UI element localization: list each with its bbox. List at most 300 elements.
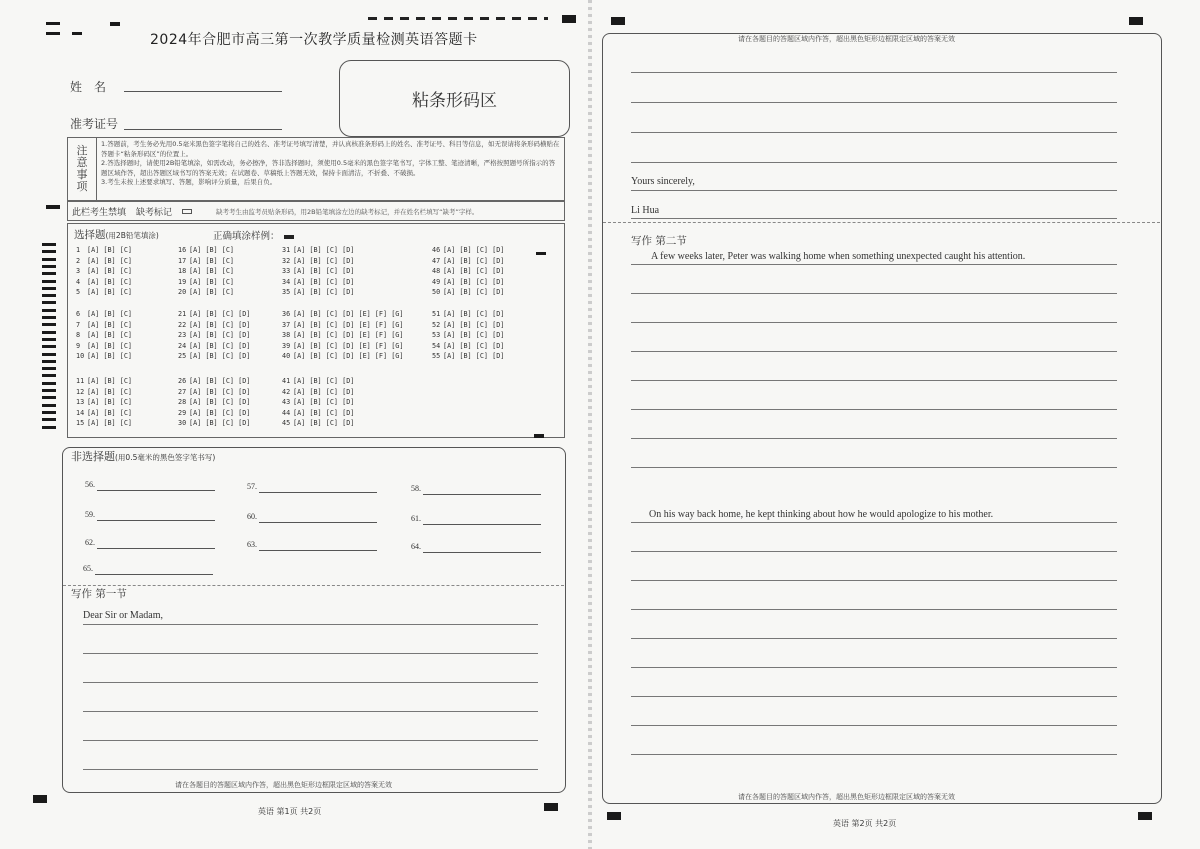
writing-line[interactable] xyxy=(83,653,538,654)
timing-mark xyxy=(42,367,56,370)
timing-mark xyxy=(42,287,56,290)
signature: Li Hua xyxy=(631,205,660,216)
question-51-options[interactable] xyxy=(432,310,504,318)
writing-line[interactable] xyxy=(631,438,1117,439)
question-number: 18 xyxy=(178,267,187,275)
question-15-options[interactable] xyxy=(76,419,132,427)
question-number: 31 xyxy=(282,246,291,254)
question-number: 7 xyxy=(76,320,81,329)
timing-mark xyxy=(42,272,56,275)
timing-mark xyxy=(42,243,56,246)
question-43-options[interactable] xyxy=(282,398,354,406)
question-choices[interactable]: [A] [B] [C] [D] xyxy=(443,310,505,318)
question-5-options[interactable] xyxy=(76,288,132,296)
writing-line[interactable] xyxy=(631,467,1117,468)
question-choices[interactable]: [A] [B] [C] [D] xyxy=(189,341,251,350)
writing-line[interactable] xyxy=(631,102,1117,103)
writing-line[interactable] xyxy=(631,696,1117,697)
question-45-options[interactable] xyxy=(282,419,354,427)
question-number: 29 xyxy=(178,408,187,417)
paragraph2-start: On his way back home, he kept thinking about how he would apologize to his mother. xyxy=(649,509,994,520)
question-choices[interactable]: [A] [B] [C] [D] xyxy=(443,246,505,254)
question-number: 6 xyxy=(76,310,81,318)
corner-mark xyxy=(611,17,625,25)
question-20-options[interactable] xyxy=(178,288,234,296)
writing-line[interactable] xyxy=(631,162,1117,163)
question-number: 25 xyxy=(178,352,187,360)
writing-line[interactable] xyxy=(631,754,1117,755)
fill-sample-label: 正确填涂样例： xyxy=(213,231,280,242)
question-number: 46 xyxy=(432,246,441,254)
name-label: 姓 名 xyxy=(70,80,107,94)
timing-mark xyxy=(42,404,56,407)
notice-heading xyxy=(68,138,97,200)
question-number: 11 xyxy=(76,377,85,385)
non-choice-section xyxy=(62,447,566,793)
question-number: 40 xyxy=(282,352,291,360)
question-number: 53 xyxy=(432,331,441,339)
question-choices[interactable]: [A] [B] [C] [D] [E] [F] [G] xyxy=(293,352,404,360)
question-22-options[interactable] xyxy=(178,321,250,329)
question-number: 14 xyxy=(76,408,85,417)
notice-heading-char: 注 xyxy=(76,144,88,157)
question-choices[interactable]: [A] [B] [C] [D] [E] [F] [G] xyxy=(293,341,404,350)
nonchoice-title-text: 非选择题 xyxy=(71,450,115,463)
question-4-options[interactable] xyxy=(76,278,132,286)
question-number: 1 xyxy=(76,246,81,254)
writing-line[interactable] xyxy=(83,769,538,770)
question-choices[interactable]: [A] [B] [C] [D] xyxy=(443,352,505,360)
question-number: 50 xyxy=(432,288,441,296)
section-divider xyxy=(63,585,564,586)
question-14-options[interactable] xyxy=(76,409,132,417)
writing-line[interactable] xyxy=(631,638,1117,639)
question-number: 15 xyxy=(76,419,85,427)
question-choices[interactable]: [A] [B] [C] [D] xyxy=(443,320,505,329)
question-42-options[interactable] xyxy=(282,388,354,396)
question-choices[interactable]: [A] [B] [C] [D] [E] [F] [G] xyxy=(293,310,404,318)
timing-mark xyxy=(42,331,56,334)
question-choices[interactable]: [A] [B] [C] [D] xyxy=(443,331,505,339)
timing-mark xyxy=(42,323,56,326)
notice-text xyxy=(97,138,564,200)
timing-mark xyxy=(42,374,56,377)
question-number: 37 xyxy=(282,320,291,329)
question-choices[interactable]: [A] [B] [C] [D] [E] [F] [G] xyxy=(293,320,404,329)
notice-item: 1.答题前，考生务必先用0.5毫米黑色签字笔将自己的姓名、准考证号填写清楚，并认真核准条形码上的姓名、准考证号、科目等信息，如无误请将条形码横贴在答题卡“粘条形码区”的位置上。 xyxy=(101,140,560,158)
question-21-options[interactable] xyxy=(178,310,250,318)
page2-top-note: 请在各题目的答题区域内作答，超出黑色矩形边框限定区域的答案无效 xyxy=(738,35,955,43)
timing-mark xyxy=(42,294,56,297)
blank-60-field[interactable] xyxy=(259,522,377,523)
timing-mark xyxy=(42,411,56,414)
question-choices[interactable]: [A] [B] [C] [D] xyxy=(293,408,355,417)
question-number: 52 xyxy=(432,320,441,329)
corner-mark xyxy=(33,795,47,803)
corner-mark xyxy=(46,32,60,35)
writing-line[interactable] xyxy=(631,409,1117,410)
question-number: 16 xyxy=(178,246,187,254)
question-number: 35 xyxy=(282,288,291,296)
question-number: 30 xyxy=(178,419,187,427)
question-choices[interactable]: [A] [B] [C] [D] xyxy=(293,246,355,254)
question-choices[interactable]: [A] [B] [C] xyxy=(87,267,133,275)
writing-line[interactable] xyxy=(631,132,1117,133)
timing-mark xyxy=(42,360,56,363)
writing-line[interactable] xyxy=(631,351,1117,352)
multiple-choice-section xyxy=(67,223,565,438)
blank-58-field[interactable] xyxy=(423,494,541,495)
question-choices[interactable]: [A] [B] [C] xyxy=(87,277,133,286)
question-48-options[interactable] xyxy=(432,267,504,275)
question-12-options[interactable] xyxy=(76,388,132,396)
timing-mark xyxy=(42,301,56,304)
fill-sample xyxy=(213,228,294,242)
blank-61-label: 61. xyxy=(411,514,421,523)
blank-56-field[interactable] xyxy=(97,490,215,491)
question-choices[interactable]: [A] [B] [C] xyxy=(87,256,133,265)
question-16-options[interactable] xyxy=(178,246,234,254)
question-choices[interactable]: [A] [B] [C] [D] xyxy=(443,277,505,286)
question-number: 24 xyxy=(178,341,187,350)
question-44-options[interactable] xyxy=(282,409,354,417)
corner-mark xyxy=(110,22,120,26)
blank-61-field[interactable] xyxy=(423,524,541,525)
blank-57-field[interactable] xyxy=(259,492,377,493)
question-40-options[interactable] xyxy=(282,352,404,360)
question-38-options[interactable] xyxy=(282,331,404,339)
writing-line[interactable] xyxy=(83,740,538,741)
question-31-options[interactable] xyxy=(282,246,354,254)
writing-line[interactable] xyxy=(631,725,1117,726)
choice-title-note: (用2B铅笔填涂) xyxy=(105,231,159,240)
question-23-options[interactable] xyxy=(178,331,250,339)
question-54-options[interactable] xyxy=(432,342,504,350)
question-choices[interactable]: [A] [B] [C] xyxy=(189,288,235,296)
question-choices[interactable]: [A] [B] [C] [D] xyxy=(189,331,251,339)
question-number: 45 xyxy=(282,419,291,427)
paragraph1-start: A few weeks later, Peter was walking home when something unexpected caught his attention. xyxy=(651,251,1026,262)
question-1-options[interactable] xyxy=(76,246,132,254)
question-number: 32 xyxy=(282,256,291,265)
question-choices[interactable]: [A] [B] [C] xyxy=(87,288,133,296)
writing-line[interactable] xyxy=(83,682,538,683)
choice-corner-mark xyxy=(536,252,546,255)
blank-62-field[interactable] xyxy=(97,548,215,549)
blank-65-field[interactable] xyxy=(95,574,213,575)
timing-mark xyxy=(42,280,56,283)
question-17-options[interactable] xyxy=(178,257,234,265)
question-29-options[interactable] xyxy=(178,409,250,417)
question-18-options[interactable] xyxy=(178,267,234,275)
question-28-options[interactable] xyxy=(178,398,250,406)
barcode-area xyxy=(339,60,570,137)
timing-mark xyxy=(42,389,56,392)
question-choices[interactable]: [A] [B] [C] xyxy=(87,419,133,427)
timing-mark xyxy=(42,396,56,399)
question-7-options[interactable] xyxy=(76,321,132,329)
question-choices[interactable]: [A] [B] [C] [D] xyxy=(293,277,355,286)
blank-64-field[interactable] xyxy=(423,552,541,553)
question-number: 38 xyxy=(282,331,291,339)
question-choices[interactable]: [A] [B] [C] [D] xyxy=(189,352,251,360)
question-choices[interactable]: [A] [B] [C] [D] xyxy=(293,398,355,406)
question-choices[interactable]: [A] [B] [C] xyxy=(87,310,133,318)
signature-line xyxy=(631,218,1117,219)
corner-mark xyxy=(46,22,60,25)
corner-mark xyxy=(607,812,621,820)
question-choices[interactable]: [A] [B] [C] [D] xyxy=(443,267,505,275)
timing-mark xyxy=(42,250,56,253)
timing-mark xyxy=(42,345,56,348)
corner-mark xyxy=(72,32,82,35)
timing-mark xyxy=(42,309,56,312)
timing-mark xyxy=(42,353,56,356)
blank-64-label: 64. xyxy=(411,542,421,551)
exam-id-field[interactable] xyxy=(124,129,282,130)
question-number: 44 xyxy=(282,408,291,417)
question-choices[interactable]: [A] [B] [C] xyxy=(87,352,133,360)
writing-part2-title: 写作 第二节 xyxy=(631,235,687,247)
question-number: 5 xyxy=(76,288,81,296)
blank-57-label: 57. xyxy=(247,482,257,491)
sheet-title: 2024年合肥市高三第一次教学质量检测英语答题卡 xyxy=(150,32,478,48)
question-33-options[interactable] xyxy=(282,267,354,275)
answer-sheet-page-1 xyxy=(0,0,588,849)
page2-bottom-note: 请在各题目的答题区域内作答，超出黑色矩形边框限定区域的答案无效 xyxy=(738,793,955,801)
question-choices[interactable]: [A] [B] [C] xyxy=(189,277,235,286)
question-26-options[interactable] xyxy=(178,377,250,385)
corner-mark xyxy=(1129,17,1143,25)
writing-line[interactable] xyxy=(631,72,1117,73)
question-number: 21 xyxy=(178,310,187,318)
salutation: Dear Sir or Madam, xyxy=(83,610,163,621)
timing-mark xyxy=(42,258,56,261)
question-choices[interactable]: [A] [B] [C] [D] xyxy=(443,288,505,296)
question-30-options[interactable] xyxy=(178,419,250,427)
writing-line[interactable] xyxy=(631,667,1117,668)
question-number: 48 xyxy=(432,267,441,275)
blank-56-label: 56. xyxy=(85,480,95,489)
question-choices[interactable]: [A] [B] [C] xyxy=(87,377,133,385)
question-number: 8 xyxy=(76,331,81,339)
question-39-options[interactable] xyxy=(282,342,404,350)
question-6-options[interactable] xyxy=(76,310,132,318)
question-number: 43 xyxy=(282,398,291,406)
writing-line[interactable] xyxy=(83,711,538,712)
blank-63-label: 63. xyxy=(247,540,257,549)
question-32-options[interactable] xyxy=(282,257,354,265)
question-choices[interactable]: [A] [B] [C] [D] xyxy=(443,256,505,265)
question-number: 10 xyxy=(76,352,85,360)
page2-number: 英语 第2页 共2页 xyxy=(833,819,897,828)
notice-box xyxy=(67,137,565,201)
absent-note: 缺考考生由监考员贴条形码，用2B铅笔填涂左边的缺考标记，并在姓名栏填写“缺考”字样。 xyxy=(216,207,479,216)
page1-number: 英语 第1页 共2页 xyxy=(258,807,322,816)
question-41-options[interactable] xyxy=(282,377,354,385)
question-choices[interactable]: [A] [B] [C] [D] xyxy=(293,288,355,296)
question-2-options[interactable] xyxy=(76,257,132,265)
question-50-options[interactable] xyxy=(432,288,504,296)
question-choices[interactable]: [A] [B] [C] [D] xyxy=(293,377,355,385)
question-number: 41 xyxy=(282,377,291,385)
question-number: 27 xyxy=(178,387,187,396)
side-mark xyxy=(46,205,60,209)
name-field[interactable] xyxy=(124,91,282,92)
question-number: 55 xyxy=(432,352,441,360)
question-choices[interactable]: [A] [B] [C] [D] xyxy=(189,377,251,385)
question-36-options[interactable] xyxy=(282,310,404,318)
page1-footer-note: 请在各题目的答题区域内作答，超出黑色矩形边框限定区域的答案无效 xyxy=(175,781,392,789)
question-55-options[interactable] xyxy=(432,352,504,360)
question-choices[interactable]: [A] [B] [C] [D] xyxy=(189,310,251,318)
blank-62-label: 62. xyxy=(85,538,95,547)
question-9-options[interactable] xyxy=(76,342,132,350)
exam-id-label: 准考证号 xyxy=(70,117,119,131)
question-choices[interactable]: [A] [B] [C] [D] xyxy=(189,398,251,406)
question-choices[interactable]: [A] [B] [C] xyxy=(87,320,133,329)
question-47-options[interactable] xyxy=(432,257,504,265)
corner-mark xyxy=(562,15,576,23)
question-choices[interactable]: [A] [B] [C] xyxy=(87,246,133,254)
question-choices[interactable]: [A] [B] [C] [D] xyxy=(293,256,355,265)
question-3-options[interactable] xyxy=(76,267,132,275)
question-choices[interactable]: [A] [B] [C] xyxy=(189,256,235,265)
question-number: 49 xyxy=(432,277,441,286)
question-number: 2 xyxy=(76,256,81,265)
corner-mark xyxy=(1138,812,1152,820)
question-37-options[interactable] xyxy=(282,321,404,329)
notice-item: 2.答选择题时，请使用2B铅笔填涂，如需改动，务必擦净，答非选择题时，须使用0.5毫米的黑色签字笔书写，字体工整、笔迹清晰，严格按照题号所指示的答题区域作答，超出答题区域书写的答案无效；在试题卷、草稿纸上答题无效，保持卡面清洁，不折叠、不破损。 xyxy=(101,159,556,177)
choice-title xyxy=(74,227,159,242)
question-number: 34 xyxy=(282,277,291,286)
notice-heading-char: 事 xyxy=(76,168,88,181)
writing-line[interactable] xyxy=(631,293,1117,294)
question-19-options[interactable] xyxy=(178,278,234,286)
writing-line[interactable] xyxy=(83,624,538,625)
question-number: 9 xyxy=(76,341,81,350)
nonchoice-title-note: (用0.5毫米的黑色签字笔书写) xyxy=(115,453,216,462)
question-choices[interactable]: [A] [B] [C] [D] xyxy=(189,387,251,396)
question-27-options[interactable] xyxy=(178,388,250,396)
question-number: 13 xyxy=(76,398,85,406)
question-24-options[interactable] xyxy=(178,342,250,350)
blank-59-label: 59. xyxy=(85,510,95,519)
question-choices[interactable]: [A] [B] [C] [D] xyxy=(189,419,251,427)
timing-mark xyxy=(42,265,56,268)
nonchoice-title xyxy=(71,448,215,464)
question-choices[interactable]: [A] [B] [C] [D] [E] [F] [G] xyxy=(293,331,404,339)
writing-line[interactable] xyxy=(631,580,1117,581)
question-choices[interactable]: [A] [B] [C] [D] xyxy=(189,408,251,417)
question-choices[interactable]: [A] [B] [C] [D] xyxy=(293,387,355,396)
paragraph1-start-line xyxy=(631,264,1117,265)
writing-line[interactable] xyxy=(631,322,1117,323)
question-choices[interactable]: [A] [B] [C] xyxy=(87,408,133,417)
paragraph2-start-line xyxy=(631,522,1117,523)
timing-mark xyxy=(42,382,56,385)
question-number: 36 xyxy=(282,310,291,318)
blank-59-field[interactable] xyxy=(97,520,215,521)
question-number: 19 xyxy=(178,277,187,286)
question-number: 51 xyxy=(432,310,441,318)
question-number: 23 xyxy=(178,331,187,339)
question-choices[interactable]: [A] [B] [C] [D] xyxy=(293,419,355,427)
absent-section xyxy=(67,201,565,221)
blank-63-field[interactable] xyxy=(259,550,377,551)
question-choices[interactable]: [A] [B] [C] xyxy=(87,331,133,339)
question-number: 20 xyxy=(178,288,187,296)
question-53-options[interactable] xyxy=(432,331,504,339)
question-choices[interactable]: [A] [B] [C] xyxy=(87,398,133,406)
question-number: 33 xyxy=(282,267,291,275)
question-25-options[interactable] xyxy=(178,352,250,360)
closing: Yours sincerely, xyxy=(631,176,695,187)
question-10-options[interactable] xyxy=(76,352,132,360)
question-11-options[interactable] xyxy=(76,377,132,385)
question-number: 17 xyxy=(178,256,187,265)
timing-mark xyxy=(42,316,56,319)
question-choices[interactable]: [A] [B] [C] [D] xyxy=(443,341,505,350)
timing-mark xyxy=(42,338,56,341)
question-number: 47 xyxy=(432,256,441,265)
question-49-options[interactable] xyxy=(432,278,504,286)
question-choices[interactable]: [A] [B] [C] xyxy=(189,267,235,275)
notice-item: 3.考生未按上述要求填写、答题，影响评分质量，后果自负。 xyxy=(101,178,277,186)
question-35-options[interactable] xyxy=(282,288,354,296)
section-divider xyxy=(603,222,1160,223)
question-choices[interactable]: [A] [B] [C] [D] xyxy=(293,267,355,275)
question-52-options[interactable] xyxy=(432,321,504,329)
question-13-options[interactable] xyxy=(76,398,132,406)
choice-corner-mark xyxy=(534,434,544,438)
timing-mark xyxy=(42,418,56,421)
absent-checkbox[interactable] xyxy=(182,209,192,214)
blank-65-label: 65. xyxy=(83,564,93,573)
question-number: 54 xyxy=(432,341,441,350)
writing-line[interactable] xyxy=(631,551,1117,552)
question-choices[interactable]: [A] [B] [C] xyxy=(87,387,133,396)
choice-title-text: 选择题 xyxy=(74,229,106,241)
timing-mark xyxy=(42,426,56,429)
writing-line[interactable] xyxy=(631,609,1117,610)
question-number: 4 xyxy=(76,277,81,286)
top-dash-line xyxy=(368,17,548,20)
question-choices[interactable]: [A] [B] [C] xyxy=(87,341,133,350)
writing-part1-title: 写作 第一节 xyxy=(71,588,127,600)
question-number: 42 xyxy=(282,387,291,396)
question-number: 3 xyxy=(76,267,81,275)
barcode-label: 粘条形码区 xyxy=(412,91,497,111)
page2-answer-frame xyxy=(602,33,1162,804)
writing-line[interactable] xyxy=(631,380,1117,381)
corner-mark xyxy=(544,803,558,811)
absent-label: 此栏考生禁填 xyxy=(72,207,127,218)
question-choices[interactable]: [A] [B] [C] xyxy=(189,246,235,254)
notice-heading-char: 意 xyxy=(76,156,88,169)
fill-sample-mark xyxy=(284,235,294,239)
blank-58-label: 58. xyxy=(411,484,421,493)
question-number: 26 xyxy=(178,377,187,385)
closing-line xyxy=(631,190,1117,191)
question-choices[interactable]: [A] [B] [C] [D] xyxy=(189,320,251,329)
question-46-options[interactable] xyxy=(432,246,504,254)
question-number: 12 xyxy=(76,387,85,396)
question-34-options[interactable] xyxy=(282,278,354,286)
notice-heading-char: 项 xyxy=(76,180,88,193)
question-8-options[interactable] xyxy=(76,331,132,339)
question-number: 39 xyxy=(282,341,291,350)
